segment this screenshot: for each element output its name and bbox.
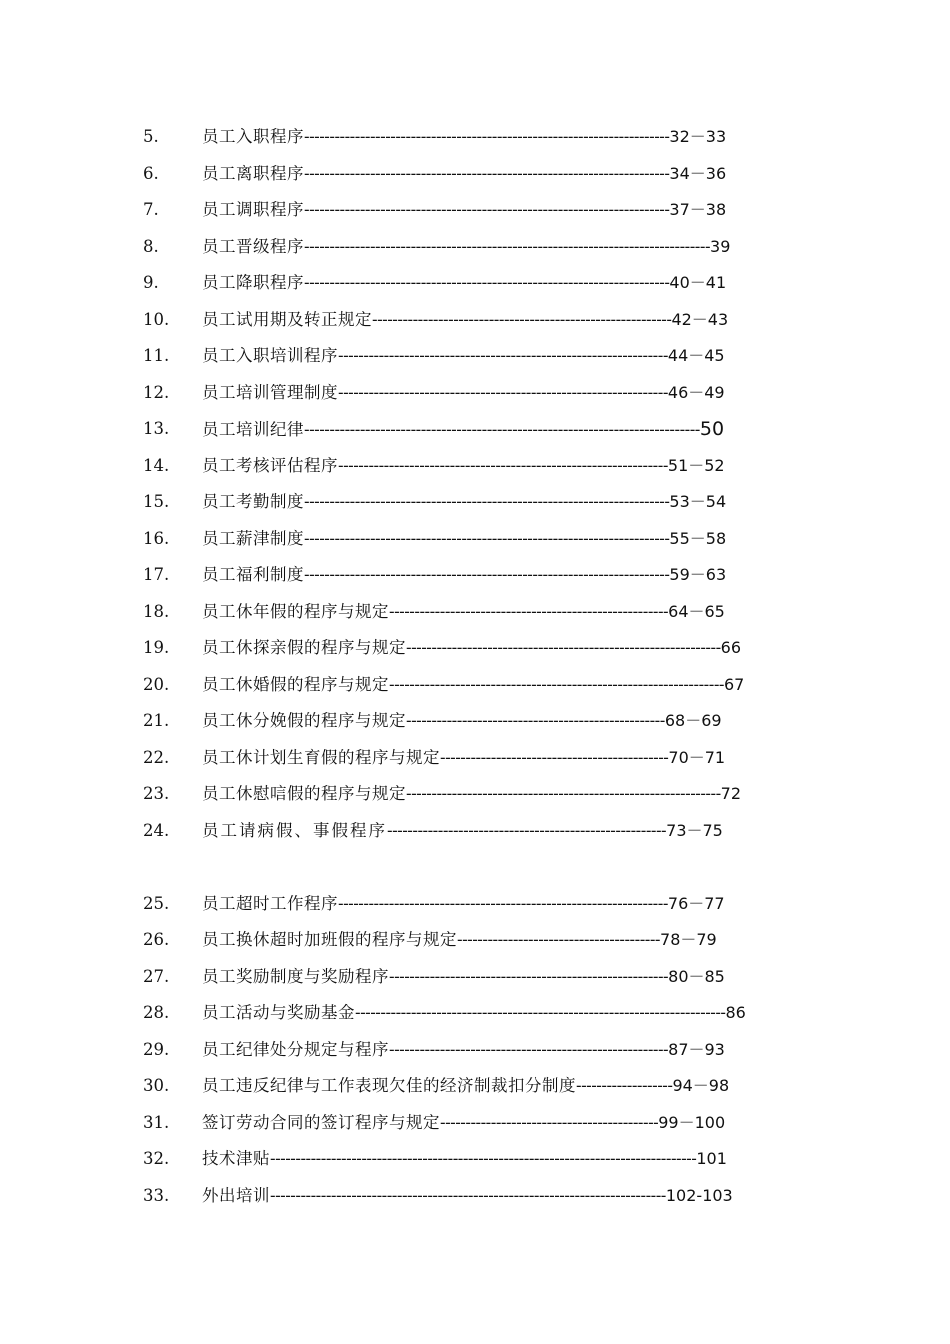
toc-entry-pages: 50	[699, 418, 725, 440]
toc-entry-pages: 78－79	[660, 930, 717, 949]
toc-leader-dashes: ------------------------------------------------------------------------	[304, 163, 670, 183]
toc-entry-line	[202, 703, 806, 740]
toc-entry-pages: 80－85	[668, 966, 725, 986]
toc-entry-number: 20.	[143, 674, 170, 694]
toc-entry-number: 33.	[143, 1185, 170, 1205]
toc-entry-title: 员工培训纪律	[202, 420, 304, 439]
toc-entry-title: 员工休分娩假的程序与规定	[202, 711, 406, 730]
toc-entry-line	[202, 959, 806, 996]
toc-entry-line	[202, 302, 806, 339]
toc-entry-line	[202, 484, 806, 521]
toc-leader-dashes: -------------------------------------------------------------------------	[355, 1003, 726, 1022]
toc-entry	[143, 265, 808, 302]
toc-leader-dashes: -----------------------------------------------------------------	[338, 382, 668, 402]
toc-entry-title: 员工试用期及转正规定	[202, 309, 372, 329]
toc-entry-line	[202, 448, 806, 485]
toc-entry-number: 32.	[143, 1149, 170, 1168]
toc-entry-pages: 51－52	[667, 455, 725, 475]
toc-entry-pages: 39	[710, 236, 731, 256]
toc-entry-title: 员工晋级程序	[202, 236, 304, 256]
toc-entry-number: 23.	[143, 784, 170, 803]
toc-entry	[143, 1141, 808, 1178]
toc-entry-pages: 99－100	[658, 1112, 726, 1132]
toc-entry-pages: 59－63	[669, 565, 727, 584]
toc-entry	[143, 557, 808, 594]
toc-entry-line	[202, 630, 806, 667]
toc-entry-pages: 102-103	[665, 1185, 733, 1205]
toc-entry	[143, 338, 808, 375]
toc-entry	[143, 229, 808, 266]
toc-entry-number: 13.	[143, 419, 170, 438]
toc-entry-title: 签订劳动合同的签订程序与规定	[202, 1112, 440, 1132]
toc-entry-line	[202, 411, 806, 449]
toc-entry-number: 18.	[143, 601, 170, 621]
toc-leader-dashes: -----------------------------------------------------------	[372, 309, 672, 329]
toc-entry	[143, 1105, 808, 1142]
toc-entry	[143, 119, 808, 156]
toc-leader-dashes: ------------------------------------------------------------------------	[304, 273, 670, 292]
toc-entry-title: 员工休探亲假的程序与规定	[202, 638, 406, 657]
toc-entry-number: 5.	[143, 127, 159, 146]
toc-entry-pages: 34－36	[669, 163, 727, 183]
toc-entry	[143, 1178, 808, 1215]
toc-entry-line	[202, 557, 806, 594]
toc-entry-line	[202, 156, 806, 193]
toc-entry	[143, 995, 808, 1032]
toc-entry	[143, 411, 808, 448]
toc-entry-pages: 37－38	[669, 200, 727, 219]
toc-entry-line	[202, 667, 806, 704]
toc-entry-pages: 86	[725, 1003, 746, 1022]
toc-leader-dashes: -------------------------------------------------------	[387, 820, 667, 840]
toc-entry-number: 26.	[143, 930, 170, 949]
toc-entry-number: 24.	[143, 820, 170, 840]
toc-leader-dashes: -----------------------------------------------------------------	[338, 893, 668, 913]
toc-entry-number: 31.	[143, 1112, 170, 1132]
toc-entry-line	[202, 776, 806, 813]
toc-entry-pages: 55－58	[669, 528, 727, 548]
toc-entry-line	[202, 1141, 806, 1178]
toc-entry-pages: 67	[723, 674, 745, 694]
toc-entry	[143, 813, 808, 886]
toc-entry-title: 员工休年假的程序与规定	[202, 601, 389, 621]
toc-leader-dashes: -------------------------------------------------------	[389, 966, 669, 986]
toc-entry-line	[202, 1068, 806, 1105]
toc-leader-dashes: ------------------------------------------------------------------------------	[270, 1185, 666, 1205]
toc-entry-title: 技术津贴	[202, 1149, 270, 1168]
toc-entry-line	[202, 594, 806, 631]
toc-entry-pages: 73－75	[666, 820, 723, 840]
toc-entry-number: 11.	[143, 346, 170, 365]
toc-entry-number: 12.	[143, 382, 170, 402]
toc-entry-number: 30.	[143, 1076, 170, 1095]
toc-leader-dashes: ------------------------------------------------------------------------	[304, 528, 670, 548]
toc-entry-pages: 40－41	[669, 273, 727, 292]
toc-leader-dashes: -------------------------------------------	[440, 1112, 659, 1132]
toc-entry-number: 29.	[143, 1039, 170, 1059]
toc-leader-dashes: -------------------------------------------------------	[389, 1039, 669, 1059]
toc-entry-pages: 72	[720, 784, 742, 803]
toc-entry-line	[202, 338, 806, 375]
toc-entry	[143, 448, 808, 485]
toc-entry-pages: 42－43	[671, 309, 729, 329]
toc-entry-title: 员工降职程序	[202, 273, 304, 292]
toc-leader-dashes: ------------------------------------------------------------------------	[304, 200, 670, 219]
toc-entry	[143, 521, 808, 558]
toc-leader-dashes: ------------------------------------------------------------------------------------	[270, 1149, 697, 1168]
toc-entry-line	[202, 1105, 806, 1142]
toc-entry	[143, 776, 808, 813]
toc-leader-dashes: ----------------------------------------	[457, 930, 661, 949]
toc-entry-pages: 32－33	[669, 127, 727, 146]
toc-entry-title: 外出培训	[202, 1185, 270, 1205]
toc-entry-pages: 101	[696, 1149, 727, 1168]
toc-entry-line	[202, 192, 806, 229]
toc-entry-title: 员工休计划生育假的程序与规定	[202, 747, 440, 767]
toc-entry-title: 员工奖励制度与奖励程序	[202, 966, 389, 986]
toc-entry-line	[202, 922, 806, 959]
toc-entry-title: 员工调职程序	[202, 200, 304, 219]
toc-entry-line	[202, 229, 806, 266]
toc-leader-dashes: ------------------------------------------------------------------------	[304, 492, 670, 511]
toc-entry-title: 员工休慰唁假的程序与规定	[202, 784, 406, 803]
toc-entry	[143, 922, 808, 959]
toc-entry	[143, 302, 808, 339]
toc-leader-dashes: ------------------------------------------------------------------	[389, 674, 724, 694]
toc-entry-title: 员工薪津制度	[202, 528, 304, 548]
toc-entry-title: 员工超时工作程序	[202, 893, 338, 913]
toc-entry-pages: 66	[720, 638, 742, 657]
toc-entry-pages: 44－45	[667, 346, 725, 365]
toc-entry-line	[202, 740, 806, 777]
toc-leader-dashes: --------------------------------------------------------------	[406, 638, 721, 657]
toc-leader-dashes: --------------------------------------------------------------------------------	[304, 236, 711, 256]
toc-entry-title: 员工入职程序	[202, 127, 304, 146]
toc-entry-title: 员工考勤制度	[202, 492, 304, 511]
toc-entry-title: 员工纪律处分规定与程序	[202, 1039, 389, 1059]
toc-entry	[143, 667, 808, 704]
toc-leader-dashes: ------------------------------------------------------------------------	[304, 127, 670, 146]
toc-entry-title: 员工换休超时加班假的程序与规定	[202, 930, 457, 949]
toc-entry	[143, 156, 808, 193]
toc-leader-dashes: ------------------------------------------------------------------------------	[304, 420, 700, 439]
toc-entry-number: 10.	[143, 309, 170, 329]
toc-leader-dashes: -----------------------------------------------------------------	[338, 455, 668, 475]
toc-entry-line	[202, 1032, 806, 1069]
toc-entry	[143, 484, 808, 521]
toc-entry-number: 7.	[143, 200, 159, 219]
toc-entry-title: 员工福利制度	[202, 565, 304, 584]
toc-entry-pages: 87－93	[668, 1039, 725, 1059]
toc-entry	[143, 1068, 808, 1105]
toc-entry-pages: 64－65	[668, 601, 725, 621]
toc-entry-pages: 76－77	[667, 893, 725, 913]
toc-entry	[143, 886, 808, 923]
toc-entry-title: 员工违反纪律与工作表现欠佳的经济制裁扣分制度	[202, 1076, 576, 1095]
toc-entry-line	[202, 995, 806, 1032]
table-of-contents	[143, 119, 808, 1214]
toc-entry-number: 15.	[143, 492, 170, 511]
toc-entry	[143, 703, 808, 740]
toc-entry-title: 员工考核评估程序	[202, 455, 338, 475]
toc-entry	[143, 959, 808, 996]
toc-entry-number: 14.	[143, 455, 170, 475]
toc-leader-dashes: -------------------	[576, 1076, 673, 1095]
toc-leader-dashes: -----------------------------------------------------------------	[338, 346, 668, 365]
toc-entry-line	[202, 375, 806, 412]
toc-entry-number: 22.	[143, 747, 170, 767]
toc-entry-title: 员工培训管理制度	[202, 382, 338, 402]
toc-entry-number: 8.	[143, 236, 159, 256]
toc-entry-line	[202, 119, 806, 156]
toc-entry	[143, 630, 808, 667]
toc-entry	[143, 1032, 808, 1069]
toc-entry-title: 员工活动与奖励基金	[202, 1003, 355, 1022]
toc-entry-line	[202, 886, 806, 923]
toc-entry-number: 17.	[143, 565, 170, 584]
toc-leader-dashes: ------------------------------------------------------------------------	[304, 565, 670, 584]
toc-entry-number: 19.	[143, 638, 170, 657]
toc-entry-title: 员工休婚假的程序与规定	[202, 674, 389, 694]
toc-entry-pages: 68－69	[664, 711, 722, 730]
toc-leader-dashes: ---------------------------------------------------	[406, 711, 665, 730]
toc-entry	[143, 192, 808, 229]
toc-entry-title: 员工入职培训程序	[202, 346, 338, 365]
toc-entry-title: 员工请病假、事假程序	[202, 820, 387, 840]
toc-entry-number: 9.	[143, 273, 159, 292]
toc-leader-dashes: ---------------------------------------------	[440, 747, 669, 767]
toc-entry	[143, 740, 808, 777]
toc-entry-line	[202, 1178, 806, 1215]
toc-entry-pages: 46－49	[667, 382, 725, 402]
toc-entry	[143, 375, 808, 412]
toc-entry-number: 27.	[143, 966, 170, 986]
toc-entry-pages: 94－98	[672, 1076, 730, 1095]
toc-entry-line	[202, 265, 806, 302]
toc-entry-title: 员工离职程序	[202, 163, 304, 183]
toc-entry-number: 28.	[143, 1003, 170, 1022]
toc-entry-line	[202, 813, 806, 886]
toc-entry-number: 21.	[143, 711, 170, 730]
toc-entry-number: 6.	[143, 163, 159, 183]
toc-entry-number: 25.	[143, 893, 170, 913]
toc-entry-line	[202, 521, 806, 558]
toc-entry-pages: 53－54	[669, 492, 727, 511]
toc-leader-dashes: -------------------------------------------------------	[389, 601, 669, 621]
toc-leader-dashes: --------------------------------------------------------------	[406, 784, 721, 803]
toc-entry-number: 16.	[143, 528, 170, 548]
toc-entry	[143, 594, 808, 631]
toc-entry-pages: 70－71	[668, 747, 726, 767]
